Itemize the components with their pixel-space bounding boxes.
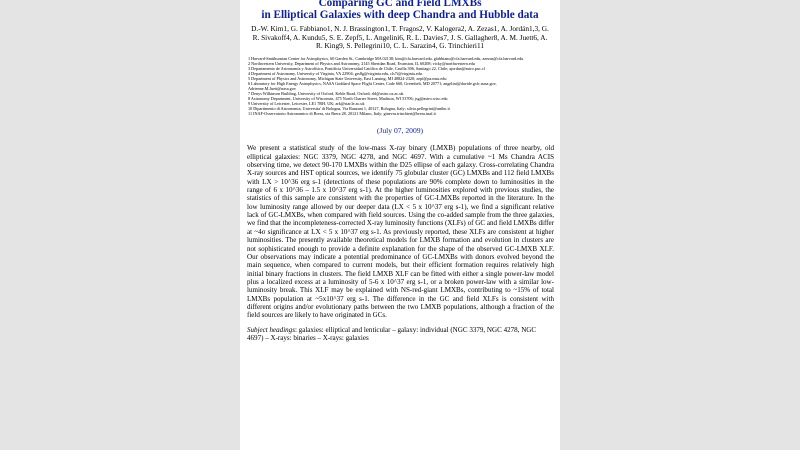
subject-headings-text: : galaxies: elliptical and lenticular – galaxy: individual (NGC 3379, NGC 4278, NGC 4697) – X-rays: binaries – X-rays: galaxies bbox=[247, 325, 537, 342]
subject-headings bbox=[247, 326, 554, 343]
affiliation-item: 5 Department of Physics and Astronomy, Michigan State University, East Lansing, MI 48824-2320; zepf@pa.msu.edu bbox=[248, 76, 447, 81]
affiliation-list bbox=[248, 57, 534, 118]
affiliation-item: 3 Departamento de Astronomía y Astrofísica, Pontificia Universidad Católica de Chile, Casilla 306, Santiago 22, Chile; ajordan@astro.puc.cl bbox=[248, 65, 485, 71]
title-line-1: Comparing GC and Field LMXBs bbox=[318, 0, 482, 9]
affiliation-item: 1 Harvard-Smithsonian Center for Astrophysics, 60 Garden St., Cambridge MA 02138; kim@cfa.harvard.edu, gfabbiano@cfa.harvard.edu, azezas@cfa.harvard.edu bbox=[248, 55, 524, 61]
left-margin bbox=[0, 0, 240, 450]
affiliation-item: 7 Denys Wilkinson Building, University of Oxford, Keble Road, Oxford; rld@astro.ox.ac.uk bbox=[248, 91, 404, 97]
affiliation-item: 2 Northwestern University, Department of Physics and Astronomy, 2145 Sheridan Road, Evanston, IL 60208; vicky@northwestern.edu bbox=[248, 60, 475, 66]
affiliation-item: 9 University of Leicester, Leicester, LE1 7RH, UK; ark@star.le.ac.uk bbox=[248, 101, 365, 107]
right-margin bbox=[560, 0, 800, 450]
paper-title bbox=[240, 0, 560, 21]
subject-headings-label: Subject headings bbox=[247, 325, 295, 334]
affiliation-item: 11 INAF-Osservatorio Astronomico di Brera, via Brera 28, 20121 Milano, Italy; ginevra.trinchieri@brera.inaf.it bbox=[248, 111, 436, 117]
affiliation-item: 10 Dipartimento di Astronomia, Universita' di Bologna, Via Ranzani 1, 40127, Bologna, Italy; silvia.pellegrini@unibo.it bbox=[248, 106, 450, 112]
affiliation-item: 4 Department of Astronomy, University of Virginia, VA 22904; grs8g@virginia.edu, cls7i@virginia.edu bbox=[248, 70, 422, 76]
affiliation-item: 8 Astronomy Department, University of Wisconsin, 475 North Charter Street, Madison, WI 53706; jsg@astro.wisc.edu bbox=[248, 96, 448, 102]
paper-date: (July 07, 2009) bbox=[376, 126, 424, 136]
paper-page bbox=[240, 0, 560, 450]
abstract-text: We present a statistical study of the low-mass X-ray binary (LMXB) populations of three nearby, old elliptical galaxies: NGC 3379, NGC 4278, and NGC 4697. With a cumulative ~1 Ms Chandra ACIS observing time, we detect 90-170 LMXBs within the D25 ellipse of each galaxy. Cross-correlating Chandra X-ray sources and HST optical sources, we identify 75 globular cluster (GC) LMXBs and 112 field LMXBs with LX > 10^36 erg s-1 (detections of these populations are 90% complete down to luminosities in the range of 6 x 10^36 – 1.5 x 10^37 erg s-1). At the higher luminosities explored with previous studies, the statistics of this sample are consistent with the properties of GC-LMXBs reported in the literature. In the low luminosity range allowed by our deeper data (LX < 5 x 10^37 erg s-1), we find a significant relative lack of GC-LMXBs, when compared with field sources. Using the co-added sample from the three galaxies, we find that the incompleteness-corrected X-ray luminosity functions (XLFs) of GC and field LMXBs differ at ~4σ significance at LX < 5 x 10^37 erg s-1. As previously reported, these XLFs are consistent at higher luminosities. The presently available theoretical models for LMXB formation and evolution in clusters are not sophisticated enough to provide a definite explanation for the shape of the observed GC-LMXB XLF. Our observations may indicate a potential predominance of GC-LMXBs with donors evolved beyond the main sequence, when compared to current models, but their efficient formation requires relatively high initial binary fractions in clusters. The field LMXB XLF can be fitted with either a single power-law model plus a localized excess at a luminosity of 5-6 x 10^37 erg s-1, or a broken power-law with a similar low-luminosity break. This XLF may be explained with NS-red-giant LMXBs, contributing to ~15% of total LMXBs population at ~5x10^37 erg s-1. The difference in the GC and field XLFs is consistent with different origins and/or evolutionary paths between the two LMXB populations, although a fraction of the field sources are likely to have originated in GCs. bbox=[247, 144, 554, 320]
affiliation-item: 6 Laboratory for High Energy Astrophysics, NASA Goddard Space Flight Center, Code 660, Greenbelt, MD 20771; angelini@davide.gsfc.nasa.gov, Adrienne.M.Juett@nasa.gov bbox=[248, 81, 497, 91]
title-line-2: in Elliptical Galaxies with deep Chandra and Hubble data bbox=[261, 9, 539, 22]
author-list: D.-W. Kim1, G. Fabbiano1, N. J. Brassington1, T. Fragos2, V. Kalogera2, A. Zezas1, A. Jordán1,3, G. R. Sivakoff4, A. Kundu5, S. E. Zepf5, L. Angelini6, R. L. Davies7, J. S. Gallagher8, A. M. Juett6, A. R. King9, S. Pellegrini10, C. L. Sarazin4, G. Trinchieri11 bbox=[251, 24, 549, 51]
